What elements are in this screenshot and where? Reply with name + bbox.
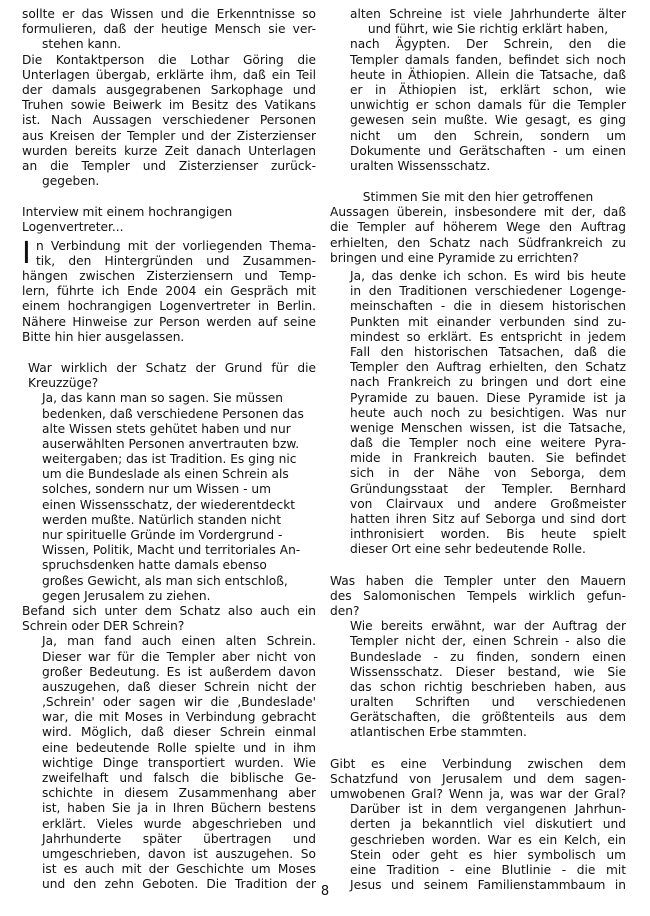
text-line: an die Templer und Zisterzienser zurück-	[22, 158, 316, 173]
text-line: nur spirituelle Gründe im Vordergrund -	[42, 528, 283, 542]
text-line: Kreuzzüge?	[28, 376, 99, 391]
text-line: Templer den Auftrag erhielten, den Schatz	[350, 360, 626, 375]
heading-line: Interview mit einem hochrangigen	[22, 205, 233, 220]
text-line: n Verbindung mit der vorliegenden Thema-	[36, 238, 316, 253]
text-line: sollte er das Wissen und die Erkenntnisse so	[22, 7, 316, 21]
interview-answer	[330, 7, 626, 174]
text-line: bedenken, daß verschiedene Personen das	[42, 406, 304, 421]
text-line: sich in der Nähe von Seborga, dem	[350, 466, 626, 481]
text-line: weitergaben; das ist Tradition. Es ging nic	[42, 452, 297, 467]
interview-answer	[330, 802, 626, 893]
text-line: eine bedeutende Rolle spielte und in ihm	[42, 740, 316, 755]
text-line: Punkten mit einander verbunden sind zu-	[350, 314, 626, 329]
text-line: erklärt. Vieles wurde abgeschrieben und	[42, 816, 316, 831]
interview-answer	[330, 619, 626, 741]
interview-answer	[22, 634, 316, 892]
intro-paragraph	[22, 235, 316, 345]
text-line: Schatzfund von Jerusalem und dem sagen-	[330, 771, 626, 786]
text-line: derten ja bekanntlich viel diskutiert und	[350, 817, 626, 832]
text-line: nicht um den Schrein, sondern um	[350, 128, 626, 143]
text-line: Pyramide zu bauen. Diese Pyramide ist ja	[350, 390, 626, 405]
text-line: aus Kreisen der Templer und der Zisterzienser	[22, 128, 316, 143]
text-line: werden mußte. Natürlich standen nicht	[42, 512, 282, 527]
text-line: wird. Möglich, daß dieser Schrein einmal	[42, 725, 316, 740]
text-line: Ja, man fand auch einen alten Schrein.	[42, 634, 316, 649]
text-line: großes Gewicht, als man sich entschloß,	[42, 573, 288, 588]
text-line: ist, haben Sie ja in Ihren Büchern bestens	[42, 801, 316, 816]
text-line: Darüber ist in dem vergangenen Jahrhun-	[350, 802, 626, 817]
text-line: Ja, das kann man so sagen. Sie müssen	[42, 391, 284, 406]
page-number: 8	[320, 884, 330, 899]
text-line: geschrieben worden. War es ein Kelch, ein	[350, 832, 626, 847]
text-line: erhielten, den Schatz nach Südfrankreich zu	[330, 235, 626, 250]
text-line: wenige Menschen wissen, ist die Tatsache,	[350, 420, 626, 435]
interview-heading	[22, 205, 316, 235]
text-line: hängen zwischen Zisterziensern und Temp-	[22, 269, 316, 283]
text-line: die Templer auf höherem Wege den Auftrag	[330, 220, 626, 235]
text-line: Dieser war für die Templer aber nicht von	[42, 649, 316, 664]
drop-cap: I	[22, 235, 31, 271]
text-line: heute in Äthiopien. Allein die Tatsache, daß	[350, 67, 626, 82]
text-line: großer Bedeutung. Es ist außerdem davon	[42, 664, 316, 679]
text-line: uralten Schriften und verschiedenen	[350, 695, 626, 710]
interview-answer	[330, 269, 626, 558]
text-line: wurden bereits kurze Zeit danach Unterlagen	[22, 143, 316, 158]
heading-line: Logenvertreter...	[22, 220, 124, 235]
text-line: unwichtig er schon damals für die Templer	[350, 98, 626, 113]
text-line: Wissen, Politik, Macht und territoriales An-	[42, 543, 301, 558]
text-line: bringen und eine Pyramide zu errichten?	[330, 250, 579, 265]
text-line: das schon richtig beschrieben haben, aus	[350, 679, 626, 694]
text-line: und führt, wie Sie richtig erklärt haben,	[367, 22, 609, 37]
text-line: Nähere Hinweise zur Person werden auf seine	[22, 314, 316, 329]
interview-question	[22, 361, 316, 391]
text-line: schichte in diesem Zusammenhang aber	[42, 786, 316, 801]
text-line: solches, sondern nur um Wissen - um	[42, 482, 272, 497]
text-line: in den Traditionen verschiedener Logenge-	[350, 284, 626, 299]
text-line: uralten Wissensschatz.	[350, 158, 491, 173]
text-line: gegen Jerusalem zu ziehen.	[42, 588, 211, 603]
left-column	[22, 7, 316, 893]
text-line: Gründungsstaat der Templer. Bernhard	[350, 481, 626, 496]
text-line: von Clairvaux und andere Großmeister	[350, 496, 626, 511]
text-line: wichtige Dinge transportiert wurden. Wie	[42, 755, 316, 770]
paragraph	[22, 7, 316, 53]
text-line: der damals ausgegrabenen Sarkophage und	[22, 82, 316, 97]
text-line: Templer damals fanden, befindet sich noch	[350, 52, 626, 67]
text-line: formulieren, daß der heutige Mensch sie ver-	[22, 22, 316, 37]
text-line: ist. Nach Aussagen verschiedener Personen	[22, 113, 316, 128]
interview-question	[330, 574, 626, 620]
text-line: und den zehn Geboten. Die Tradition der	[42, 877, 316, 892]
interview-question	[330, 190, 626, 266]
text-line: gegeben.	[42, 174, 100, 189]
text-line: dieser Ort eine sehr bedeutende Rolle.	[350, 542, 586, 557]
text-line: ist es auch mit der Geschichte um Moses	[42, 862, 316, 877]
text-line: nach Ägypten. Der Schrein, den die	[350, 37, 626, 52]
text-line: stehen kann.	[42, 37, 122, 52]
text-line: alten Schreine ist viele Jahrhunderte älter	[350, 7, 626, 21]
text-line: einem hochrangigen Logenvertreter in Berlin.	[22, 299, 316, 314]
text-line: hatten ihren Sitz auf Seborga und sind dort	[350, 512, 626, 526]
right-column	[330, 7, 626, 893]
text-line: ‚Schrein' oder sagen wir die ‚Bundeslade'	[42, 695, 316, 710]
text-line: Unterlagen übergab, erklärte ihm, daß ein Teil	[22, 67, 316, 82]
text-line: zweifelhaft und falsch die biblische Ge-	[42, 771, 316, 785]
text-line: heute auch noch zu besichtigen. Was nur	[350, 405, 626, 420]
text-line: Templer nicht der, einen Schrein - also die	[350, 634, 626, 649]
paragraph	[22, 53, 316, 190]
text-line: Truhen sowie Beiwerk im Besitz des Vatikans	[22, 98, 316, 113]
text-line: Bundeslade - zu finden, sondern einen	[350, 649, 626, 664]
text-line: Aussagen überein, insbesondere mit der, daß	[330, 205, 626, 220]
text-line: Fall den historischen Tatsachen, daß die	[350, 344, 626, 359]
text-line: lern, führte ich Ende 2004 ein Gespräch mit	[22, 284, 316, 299]
text-line: Gibt es eine Verbindung zwischen dem	[330, 756, 626, 771]
text-line: Wissensschatz. Dieser bestand, wie Sie	[350, 664, 626, 679]
text-line: gewesen sein mußte. Wie gesagt, es ging	[350, 113, 626, 128]
text-line: um die Bundeslade als einen Schrein als	[42, 467, 289, 482]
text-line: Bitte hin hier ausgelassen.	[22, 329, 185, 344]
text-line: daß die Templer noch eine weitere Pyra-	[350, 436, 626, 451]
text-line: auserwählten Personen anvertrauten bzw.	[42, 436, 300, 451]
interview-question	[22, 604, 316, 634]
text-line: Jesus und seinem Familienstammbaum in	[350, 878, 626, 893]
text-line: des Salomonischen Tempels wirklich gefun-	[330, 588, 626, 603]
text-line: atlantischen Erbe stammten.	[350, 725, 527, 740]
text-line: Jahrhunderte später übertragen und	[42, 831, 316, 846]
text-line: umgeschrieben, davon ist auszugehen. So	[42, 846, 316, 861]
text-line: mide in Frankreich bauten. Sie befindet	[350, 451, 626, 466]
text-line: war, die mit Moses in Verbindung gebracht	[42, 710, 316, 725]
text-line: meinschaften - die in diesem historischen	[350, 299, 626, 314]
text-line: umwobenen Gral? Wenn ja, was war der Gral?	[330, 787, 626, 801]
text-line: er in Äthiopien ist, erklärt schon, wie	[350, 82, 626, 97]
text-line: einen Wissensschatz, der wiederentdeckt	[42, 497, 296, 512]
text-line: Befand sich unter dem Schatz also auch ein	[22, 603, 316, 618]
text-line: tik, den Hintergründen und Zusammen-	[36, 253, 316, 268]
text-line: Dokumente und Gerätschaften - um einen	[350, 143, 626, 158]
text-line: inthronisiert worden. Bis heute spielt	[350, 527, 626, 542]
text-line: Gerätschaften, die größtenteils aus dem	[350, 710, 626, 725]
text-line: eine Tradition - eine Blutlinie - die mit	[350, 862, 626, 877]
text-line: auszugehen, daß dieser Schrein nicht der	[42, 679, 316, 694]
text-line: spruchsdenken hatte damals ebenso	[42, 558, 267, 573]
text-line: Schrein oder DER Schrein?	[22, 619, 185, 634]
text-line: Stimmen Sie mit den hier getroffenen	[362, 190, 594, 205]
text-line: nach Frankreich zu bringen und dort eine	[350, 375, 626, 390]
text-line: alte Wissen stets gehütet haben und nur	[42, 421, 291, 436]
text-line: Ja, das denke ich schon. Es wird bis heute	[350, 269, 626, 283]
text-line: mindest so erklärt. Es entspricht in jedem	[350, 329, 626, 344]
text-line: War wirklich der Schatz der Grund für die	[28, 360, 316, 375]
text-line: Die Kontaktperson die Lothar Göring die	[22, 52, 316, 67]
interview-question	[330, 757, 626, 803]
text-line: Was haben die Templer unter den Mauern	[330, 573, 626, 588]
text-line: Stein oder geht es hier symbolisch um	[350, 847, 626, 862]
interview-answer	[22, 391, 316, 604]
text-line: Wie bereits erwähnt, war der Auftrag der	[350, 619, 626, 634]
text-line: den?	[330, 603, 360, 618]
